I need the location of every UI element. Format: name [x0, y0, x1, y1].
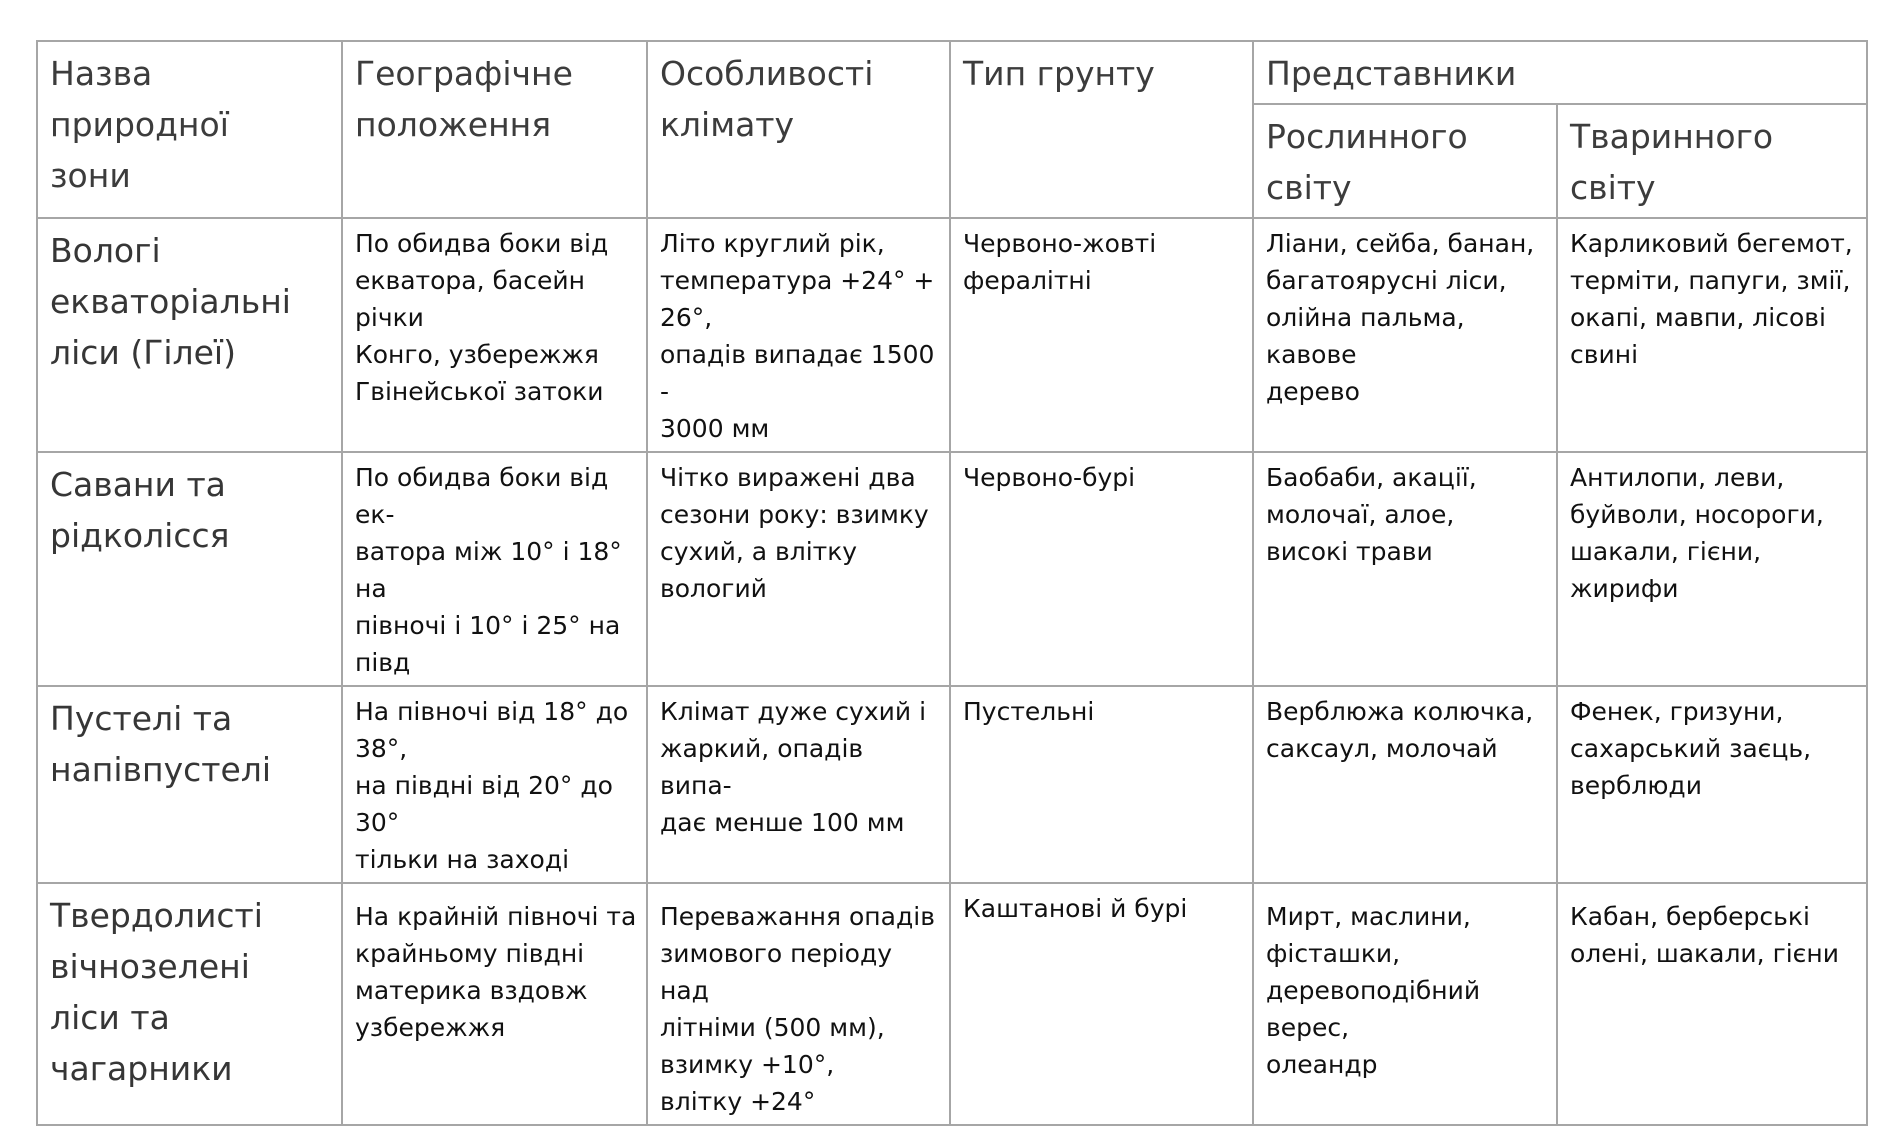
location-cell: На півночі від 18° до 38°, на півдні від 20° до 30° тільки на заході [342, 686, 647, 883]
soil-cell: Каштанові й бурі [950, 883, 1253, 1125]
zone-name-cell: Пустелі та напівпустелі [37, 686, 342, 883]
plants-cell: Верблюжа колючка, саксаул, молочай [1253, 686, 1557, 883]
plants-cell: Ліани, сейба, банан, багатоярусні ліси, олійна пальма, кавове дерево [1253, 218, 1557, 452]
header-row-top [37, 41, 1867, 104]
table-row [37, 883, 1867, 1125]
header-location: Географічне положення [342, 41, 647, 218]
location-cell: По обидва боки від ек- ватора між 10° і 18° на півночі і 10° і 25° на півд [342, 452, 647, 686]
natural-zones-table [36, 40, 1868, 1126]
animals-cell: Кабан, берберські олені, шакали, гієни [1557, 883, 1867, 1125]
table-row [37, 218, 1867, 452]
plants-cell: Баобаби, акації, молочаї, алое, високі трави [1253, 452, 1557, 686]
zone-name-cell: Твердолисті вічнозелені ліси та чагарники [37, 883, 342, 1125]
header-soil: Тип грунту [950, 41, 1253, 218]
header-plants: Рослинного світу [1253, 104, 1557, 218]
location-cell: На крайній півночі та крайньому півдні материка вздовж узбережжя [342, 883, 647, 1125]
climate-cell: Переважання опадів зимового періоду над літніми (500 мм), взимку +10°, влітку +24° [647, 883, 950, 1125]
header-animals: Тваринного світу [1557, 104, 1867, 218]
soil-cell: Червоно-жовті фералітні [950, 218, 1253, 452]
animals-cell: Фенек, гризуни, сахарський заєць, верблюди [1557, 686, 1867, 883]
header-zone-name: Назва природної зони [37, 41, 342, 218]
header-climate: Особливості клімату [647, 41, 950, 218]
plants-cell: Мирт, маслини, фісташки, деревоподібний верес, олеандр [1253, 883, 1557, 1125]
soil-cell: Пустельні [950, 686, 1253, 883]
climate-cell: Клімат дуже сухий і жаркий, опадів випа- дає менше 100 мм [647, 686, 950, 883]
animals-cell: Карликовий бегемот, терміти, папуги, змії, окапі, мавпи, лісові свині [1557, 218, 1867, 452]
climate-cell: Чітко виражені два сезони року: взимку сухий, а влітку вологий [647, 452, 950, 686]
zone-name-cell: Савани та рідколісся [37, 452, 342, 686]
climate-cell: Літо круглий рік, температура +24° + 26°, опадів випадає 1500 - 3000 мм [647, 218, 950, 452]
soil-cell: Червоно-бурі [950, 452, 1253, 686]
zone-name-cell: Вологі екваторіальні ліси (Гілеї) [37, 218, 342, 452]
table-row [37, 686, 1867, 883]
location-cell: По обидва боки від екватора, басейн річки Конго, узбережжя Гвінейської затоки [342, 218, 647, 452]
header-representatives: Представники [1253, 41, 1867, 104]
table-row [37, 452, 1867, 686]
animals-cell: Антилопи, леви, буйволи, носороги, шакали, гієни, жирифи [1557, 452, 1867, 686]
